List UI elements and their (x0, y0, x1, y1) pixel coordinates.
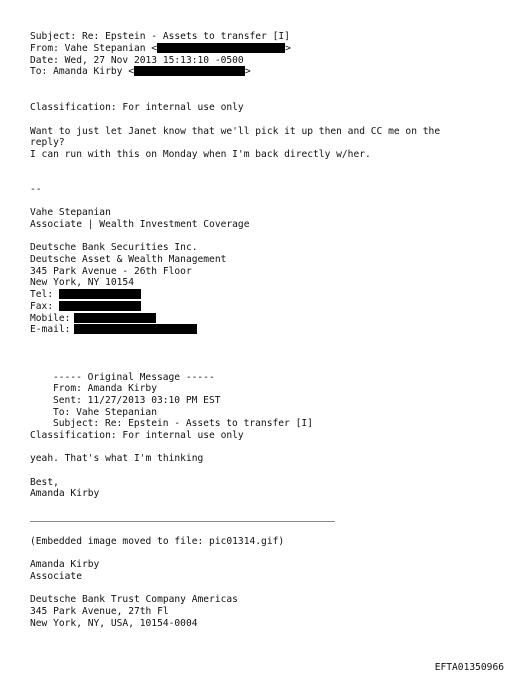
message-line: Want to just let Janet know that we'll pick it up then and CC me on the (30, 126, 441, 137)
email-label: E-mail: (30, 324, 71, 335)
original-signature-address: New York, NY, USA, 10154-0004 (30, 618, 198, 629)
to-label: To: Amanda Kirby < (30, 66, 134, 77)
divider-line (30, 521, 335, 522)
redaction-box (157, 43, 285, 53)
signature-title: Associate | Wealth Investment Coverage (30, 219, 250, 230)
fax-label: Fax: (30, 301, 54, 312)
email-subject: Subject: Re: Epstein - Assets to transfer [I] (30, 31, 290, 42)
original-to: To: Vahe Stepanian (53, 407, 157, 418)
original-closing-name: Amanda Kirby (30, 488, 100, 499)
redaction-box (59, 289, 141, 299)
original-signature-title: Associate (30, 571, 82, 582)
embedded-image-note: (Embedded image moved to file: pic01314.gif) (30, 536, 285, 547)
email-from (30, 43, 291, 55)
email-date: Date: Wed, 27 Nov 2013 15:13:10 -0500 (30, 55, 244, 66)
original-from: From: Amanda Kirby (53, 383, 157, 394)
signature-company: Deutsche Asset & Wealth Management (30, 254, 227, 265)
original-sent: Sent: 11/27/2013 03:10 PM EST (53, 395, 221, 406)
message-line: I can run with this on Monday when I'm back directly w/her. (30, 149, 371, 160)
redaction-box (59, 301, 141, 311)
signature-separator: -- (30, 184, 42, 195)
original-subject: Subject: Re: Epstein - Assets to transfer [I] (53, 418, 313, 429)
redaction-box (74, 313, 156, 323)
original-closing: Best, (30, 477, 59, 488)
tel-label: Tel: (30, 289, 54, 300)
original-classification: Classification: For internal use only (30, 430, 244, 441)
signature-address: 345 Park Avenue - 26th Floor (30, 266, 192, 277)
signature-company: Deutsche Bank Securities Inc. (30, 242, 198, 253)
email-to (30, 66, 251, 78)
to-close: > (244, 66, 251, 77)
signature-address: New York, NY 10154 (30, 277, 134, 288)
original-signature-name: Amanda Kirby (30, 559, 100, 570)
classification: Classification: For internal use only (30, 102, 244, 113)
from-close: > (285, 43, 291, 54)
signature-mobile (30, 313, 156, 325)
signature-tel (30, 289, 141, 301)
signature-email (30, 324, 197, 336)
original-signature-address: 345 Park Avenue, 27th Fl (30, 606, 169, 617)
original-message: yeah. That's what I'm thinking (30, 453, 204, 464)
original-signature-company: Deutsche Bank Trust Company Americas (30, 594, 238, 605)
redaction-box (74, 324, 197, 334)
document-id: EFTA01350966 (434, 662, 504, 673)
signature-fax (30, 301, 141, 313)
message-line: reply? (30, 137, 65, 148)
redaction-box (134, 66, 245, 76)
from-label: From: Vahe Stepanian < (30, 43, 158, 54)
mobile-label: Mobile: (30, 313, 71, 324)
original-divider: ----- Original Message ----- (53, 372, 215, 383)
signature-name: Vahe Stepanian (30, 207, 111, 218)
